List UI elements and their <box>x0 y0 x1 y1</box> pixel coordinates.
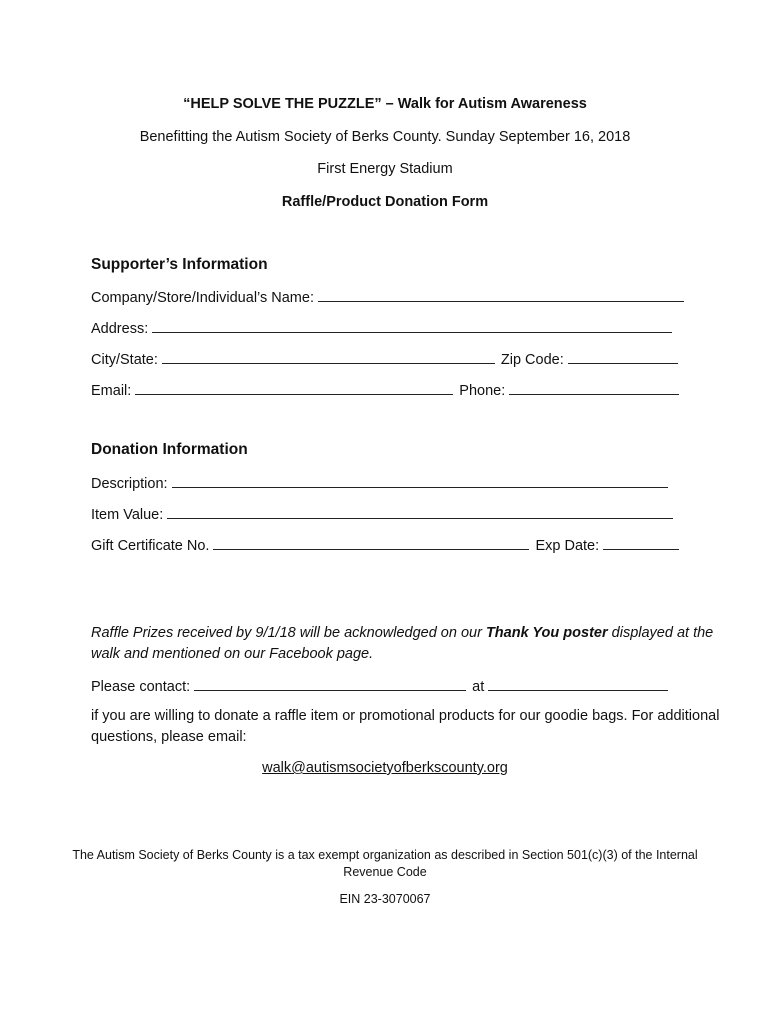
raffle-note <box>91 625 713 641</box>
page-title: “HELP SOLVE THE PUZZLE” – Walk for Autism Awareness <box>183 96 587 112</box>
description-row <box>91 474 668 492</box>
raffle-note-line2: walk and mentioned on our Facebook page. <box>91 646 374 662</box>
gift-cert-field[interactable] <box>213 536 529 550</box>
email-field[interactable] <box>135 381 453 395</box>
name-label: Company/Store/Individual’s Name: <box>91 290 314 306</box>
tax-exempt-line2: Revenue Code <box>343 865 427 879</box>
contact-info-field[interactable] <box>488 677 668 691</box>
contact-at-label: at <box>472 679 485 695</box>
city-field[interactable] <box>162 350 495 364</box>
address-row <box>91 319 672 337</box>
event-venue: First Energy Stadium <box>317 161 453 177</box>
exp-date-field[interactable] <box>603 536 679 550</box>
phone-field[interactable] <box>509 381 679 395</box>
name-field[interactable] <box>318 288 684 302</box>
willing-line2: questions, please email: <box>91 729 247 745</box>
zip-label: Zip Code: <box>500 352 564 368</box>
email-phone-row <box>91 381 679 399</box>
address-field[interactable] <box>152 319 672 333</box>
phone-label: Phone: <box>459 383 506 399</box>
item-value-row <box>91 505 673 523</box>
item-value-label: Item Value: <box>91 507 164 523</box>
supporter-heading: Supporter’s Information <box>91 256 268 273</box>
form-title: Raffle/Product Donation Form <box>281 194 489 210</box>
description-label: Description: <box>91 476 168 492</box>
exp-date-label: Exp Date: <box>535 538 600 554</box>
email-label: Email: <box>91 383 132 399</box>
gift-cert-row <box>91 536 679 554</box>
contact-row <box>91 677 668 695</box>
item-value-field[interactable] <box>167 505 673 519</box>
contact-email-link[interactable]: walk@autismsocietyofberkscounty.org <box>262 760 508 776</box>
description-field[interactable] <box>172 474 668 488</box>
zip-field[interactable] <box>568 350 678 364</box>
raffle-note-part1: Raffle Prizes received by 9/1/18 will be acknowledged on our <box>91 625 486 641</box>
contact-email-row <box>0 760 770 776</box>
event-subtitle: Benefitting the Autism Society of Berks County. Sunday September 16, 2018 <box>139 129 631 145</box>
raffle-note-bold: Thank You poster <box>485 625 608 641</box>
raffle-note-part2: displayed at the <box>607 625 714 641</box>
donation-heading: Donation Information <box>91 441 248 458</box>
ein-number: EIN 23-3070067 <box>339 892 431 906</box>
contact-label: Please contact: <box>91 679 191 695</box>
tax-exempt-line1: The Autism Society of Berks County is a tax exempt organization as described in Section 501(c)(3) of the Internal <box>72 848 698 862</box>
willing-line1: if you are willing to donate a raffle item or promotional products for our goodie bags. For additional <box>91 708 720 724</box>
contact-name-field[interactable] <box>194 677 466 691</box>
name-row <box>91 288 684 306</box>
gift-cert-label: Gift Certificate No. <box>91 538 210 554</box>
city-label: City/State: <box>91 352 158 368</box>
address-label: Address: <box>91 321 149 337</box>
city-zip-row <box>91 350 678 368</box>
